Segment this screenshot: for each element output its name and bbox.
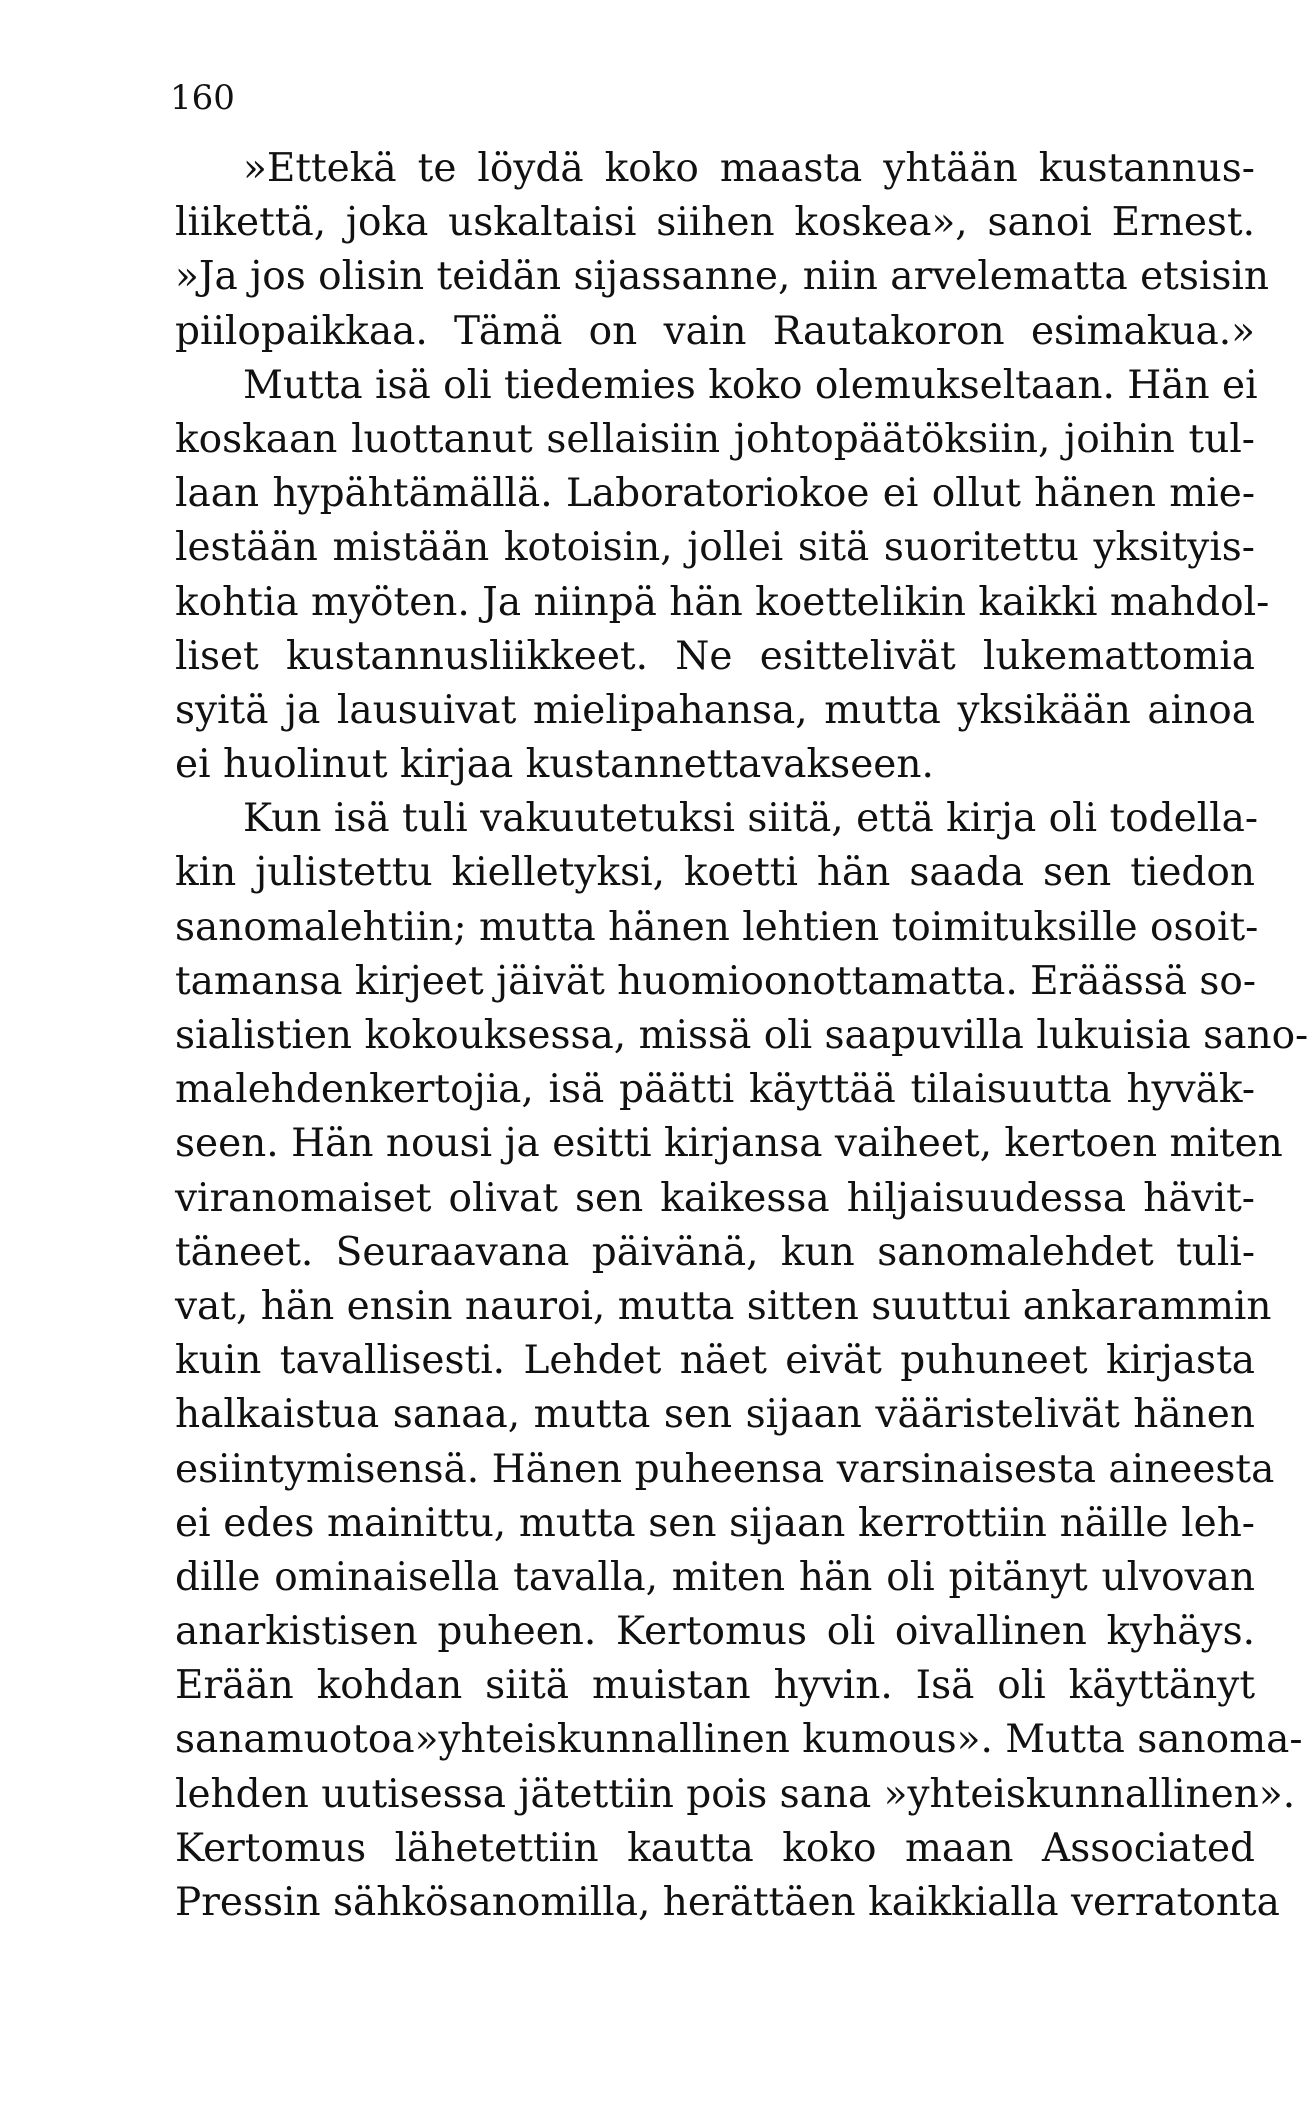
text-line: sanomalehtiin; mutta hänen lehtien toimituksille osoit- <box>175 904 1259 950</box>
text-line: halkaistua sanaa, mutta sen sijaan vääristelivät hänen <box>175 1392 1255 1438</box>
text-line: Pressin sähkösanomilla, herättäen kaikkialla verratonta <box>175 1880 1280 1925</box>
text-line: Erään kohdan siitä muistan hyvin. Isä oli käyttänyt <box>175 1663 1255 1709</box>
text-line: »Ettekä te löydä koko maasta yhtään kustannus- <box>243 146 1255 191</box>
text-line: ei huolinut kirjaa kustannettavakseen. <box>175 742 934 788</box>
text-line: koskaan luottanut sellaisiin johtopäätöksiin, joihin tul- <box>175 416 1255 462</box>
text-line: sialistien kokouksessa, missä oli saapuvilla lukuisia sano- <box>175 1013 1309 1058</box>
text-line: laan hypähtämällä. Laboratoriokoe ei ollut hänen mie- <box>175 471 1255 517</box>
text-line: liikettä, joka uskaltaisi siihen koskea», sanoi Ernest. <box>175 200 1255 246</box>
text-line: »Ja jos olisin teidän sijassanne, niin arvelematta etsisin <box>175 254 1269 300</box>
text-line: Kun isä tuli vakuutetuksi siitä, että kirja oli todella- <box>243 796 1259 842</box>
text-line: viranomaiset olivat sen kaikessa hiljaisuudessa hävit- <box>175 1175 1255 1221</box>
text-line: tamansa kirjeet jäivät huomioonottamatta. Eräässä so- <box>175 958 1257 1004</box>
text-line: täneet. Seuraavana päivänä, kun sanomalehdet tuli- <box>175 1229 1255 1275</box>
text-line: Kertomus lähetettiin kautta koko maan Associated <box>175 1825 1255 1871</box>
page-number: 160 <box>170 78 235 118</box>
text-line: dille ominaisella tavalla, miten hän oli pitänyt ulvovan <box>175 1554 1255 1600</box>
paragraph-2 <box>175 792 1309 1930</box>
text-line: ei edes mainittu, mutta sen sijaan kerrottiin näille leh- <box>175 1500 1255 1546</box>
text-line: lestään mistään kotoisin, jollei sitä suoritettu yksityis- <box>175 525 1255 571</box>
text-line: lehden uutisessa jätettiin pois sana »yhteiskunnallinen». <box>175 1771 1296 1817</box>
text-line: sanamuotoa»yhteiskunnallinen kumous». Mutta sanoma- <box>175 1717 1303 1763</box>
text-line: anarkistisen puheen. Kertomus oli oivallinen kyhäys. <box>175 1609 1255 1655</box>
text-line: vat, hän ensin nauroi, mutta sitten suuttui ankarammin <box>175 1283 1272 1329</box>
paragraph-1 <box>175 142 1270 792</box>
page-body <box>175 142 1309 1930</box>
text-line: Mutta isä oli tiedemies koko olemukseltaan. Hän ei <box>243 362 1258 408</box>
text-line: kin julistettu kielletyksi, koetti hän saada sen tiedon <box>175 850 1255 896</box>
text-line: syitä ja lausuivat mielipahansa, mutta yksikään ainoa <box>175 687 1255 733</box>
text-line: liset kustannusliikkeet. Ne esittelivät lukemattomia <box>175 633 1255 679</box>
text-line: malehdenkertojia, isä päätti käyttää tilaisuutta hyväk- <box>175 1067 1255 1113</box>
text-line: piilopaikkaa. Tämä on vain Rautakoron esimakua.» <box>175 308 1255 354</box>
text-line: kohtia myöten. Ja niinpä hän koettelikin kaikki mahdol- <box>175 579 1270 625</box>
text-line: seen. Hän nousi ja esitti kirjansa vaiheet, kertoen miten <box>175 1121 1283 1167</box>
text-line: esiintymisensä. Hänen puheensa varsinaisesta aineesta <box>175 1446 1275 1492</box>
text-line: kuin tavallisesti. Lehdet näet eivät puhuneet kirjasta <box>175 1338 1255 1384</box>
